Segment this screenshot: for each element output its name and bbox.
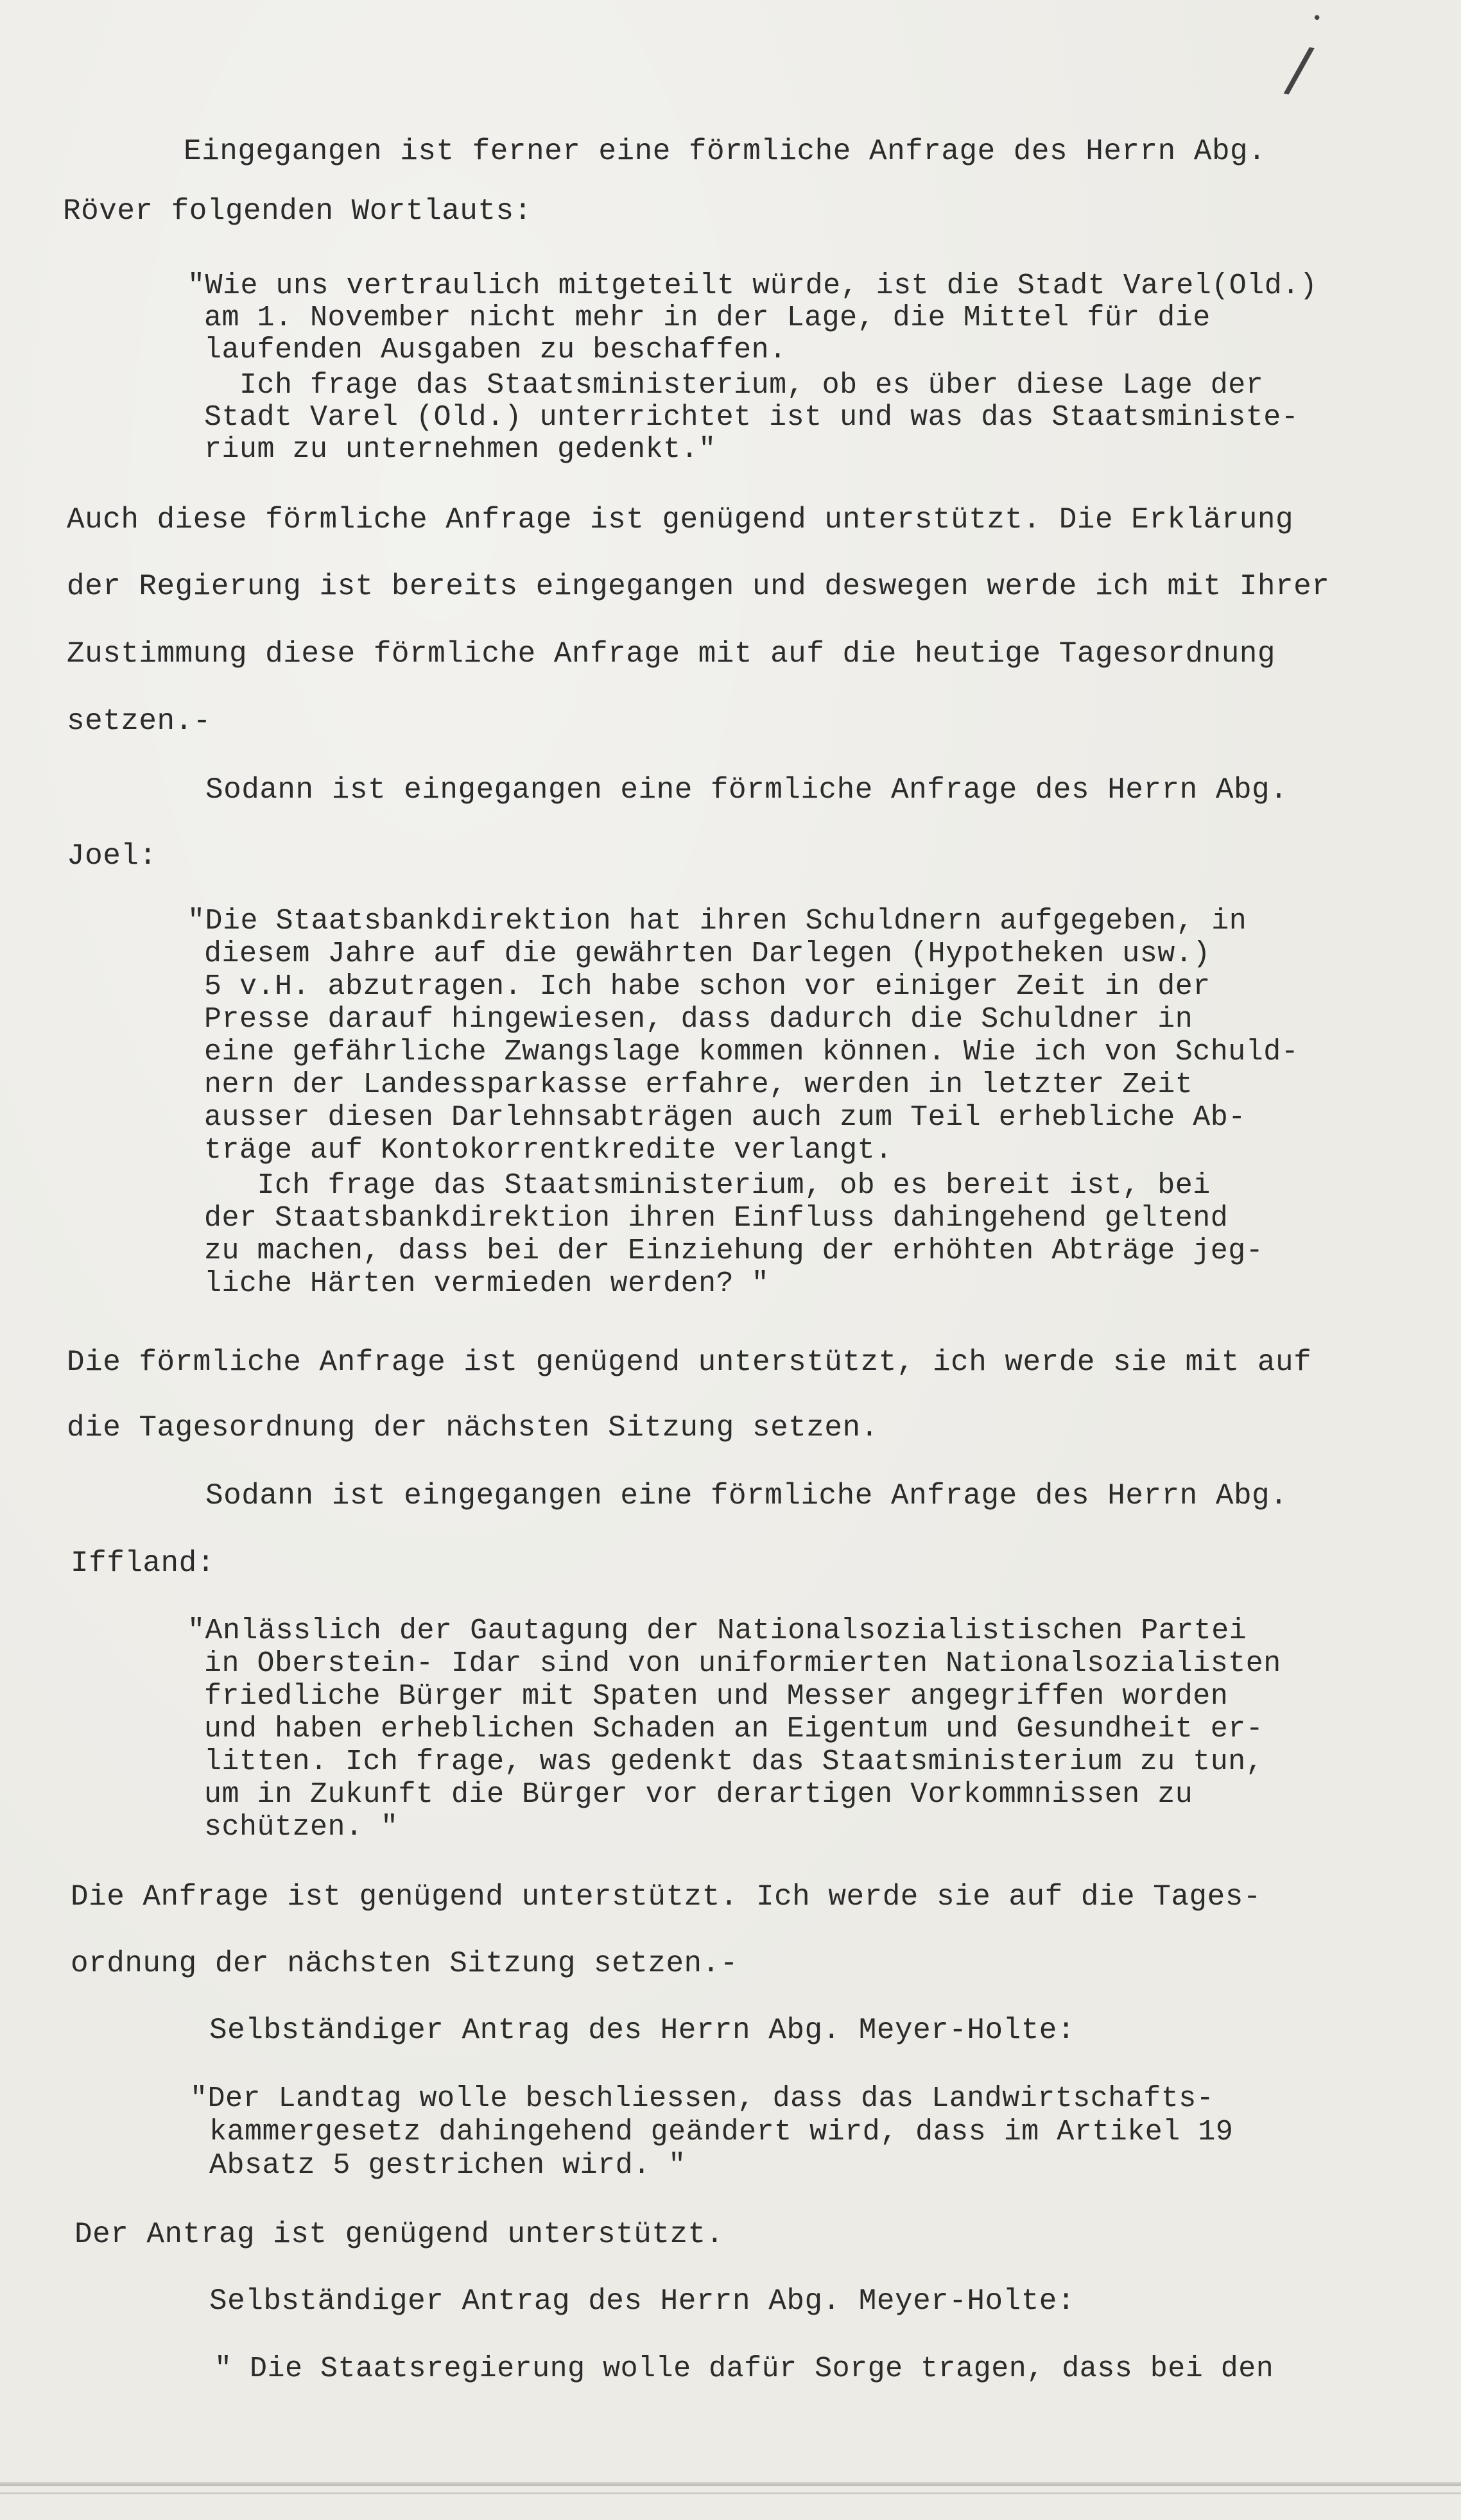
quote-line: Absatz 5 gestrichen wird. " [209, 2149, 686, 2182]
quote-line: liche Härten vermieden werden? " [204, 1267, 770, 1300]
quote-line: schützen. " [204, 1811, 399, 1844]
text-line: Eingegangen ist ferner eine förmliche Anfrage des Herrn Abg. [184, 135, 1266, 168]
text-line: Zustimmung diese förmliche Anfrage mit auf die heutige Tagesordnung [67, 637, 1276, 671]
quote-line: " Die Staatsregierung wolle dafür Sorge tragen, dass bei den [214, 2353, 1274, 2385]
quote-line: 5 v.H. abzutragen. Ich habe schon vor einiger Zeit in der [204, 970, 1211, 1003]
text-line: Selbständiger Antrag des Herrn Abg. Meyer-Holte: [209, 2284, 1076, 2318]
text-line: die Tagesordnung der nächsten Sitzung setzen. [67, 1411, 879, 1444]
quote-line: ausser diesen Darlehnsabträgen auch zum Teil erhebliche Ab- [204, 1101, 1246, 1134]
quote-line: Stadt Varel (Old.) unterrichtet ist und was das Staatsministe- [204, 401, 1299, 434]
text-line: Auch diese förmliche Anfrage ist genügend unterstützt. Die Erklärung [67, 503, 1294, 536]
quote-line: Ich frage das Staatsministerium, ob es über diese Lage der [204, 369, 1264, 402]
quote-line: friedliche Bürger mit Spaten und Messer angegriffen worden [204, 1680, 1229, 1713]
text-line: Sodann ist eingegangen eine förmliche Anfrage des Herrn Abg. [205, 1479, 1288, 1513]
text-line: Die förmliche Anfrage ist genügend unterstützt, ich werde sie mit auf [67, 1346, 1312, 1379]
text-line: Iffland: [71, 1547, 215, 1580]
quote-line: und haben erheblichen Schaden an Eigentum und Gesundheit er- [204, 1713, 1264, 1745]
text-line: Röver folgenden Wortlauts: [63, 194, 532, 228]
quote-line: Presse darauf hingewiesen, dass dadurch die Schuldner in [204, 1003, 1193, 1036]
quote-line: um in Zukunft die Bürger vor derartigen Vorkommnissen zu [204, 1778, 1193, 1811]
quote-line: am 1. November nicht mehr in der Lage, die Mittel für die [204, 302, 1211, 334]
quote-line: Ich frage das Staatsministerium, ob es bereit ist, bei [204, 1169, 1211, 1202]
quote-line: rium zu unternehmen gedenkt." [204, 433, 716, 466]
quote-line: eine gefährliche Zwangslage kommen können. Wie ich von Schuld- [204, 1036, 1299, 1068]
quote-line: in Oberstein- Idar sind von uniformierten Nationalsozialisten [204, 1647, 1281, 1680]
page-edge [0, 2482, 1461, 2486]
text-line: setzen.- [67, 705, 211, 738]
quote-line: "Anlässlich der Gautagung der Nationalsozialistischen Partei [187, 1615, 1247, 1647]
quote-line: "Wie uns vertraulich mitgeteilt würde, ist die Stadt Varel(Old.) [187, 270, 1318, 302]
text-line: Sodann ist eingegangen eine förmliche Anfrage des Herrn Abg. [205, 773, 1288, 807]
text-line: Der Antrag ist genügend unterstützt. [74, 2218, 724, 2251]
quote-line: laufenden Ausgaben zu beschaffen. [204, 334, 787, 366]
quote-line: nern der Landessparkasse erfahre, werden in letzter Zeit [204, 1068, 1193, 1101]
quote-line: der Staatsbankdirektion ihren Einfluss dahingehend geltend [204, 1202, 1229, 1235]
page-edge-shadow [0, 2492, 1461, 2494]
quote-line: "Der Landtag wolle beschliessen, dass das Landwirtschafts- [190, 2082, 1215, 2115]
text-line: ordnung der nächsten Sitzung setzen.- [71, 1947, 738, 1980]
quote-line: diesem Jahre auf die gewährten Darlegen (Hypotheken usw.) [204, 938, 1211, 970]
quote-line: zu machen, dass bei der Einziehung der erhöhten Abträge jeg- [204, 1235, 1264, 1267]
pen-mark: / [1281, 31, 1317, 107]
quote-line: kammergesetz dahingehend geändert wird, dass im Artikel 19 [209, 2116, 1234, 2148]
text-line: Die Anfrage ist genügend unterstützt. Ich werde sie auf die Tages- [71, 1880, 1261, 1914]
text-line: Selbständiger Antrag des Herrn Abg. Meyer-Holte: [209, 2014, 1076, 2047]
quote-line: "Die Staatsbankdirektion hat ihren Schuldnern aufgegeben, in [187, 905, 1247, 938]
text-line: der Regierung ist bereits eingegangen und deswegen werde ich mit Ihrer [67, 570, 1330, 603]
ink-dot: • [1312, 9, 1322, 28]
quote-line: träge auf Kontokorrentkredite verlangt. [204, 1134, 893, 1167]
quote-line: litten. Ich frage, was gedenkt das Staatsministerium zu tun, [204, 1745, 1264, 1778]
text-line: Joel: [67, 839, 157, 873]
